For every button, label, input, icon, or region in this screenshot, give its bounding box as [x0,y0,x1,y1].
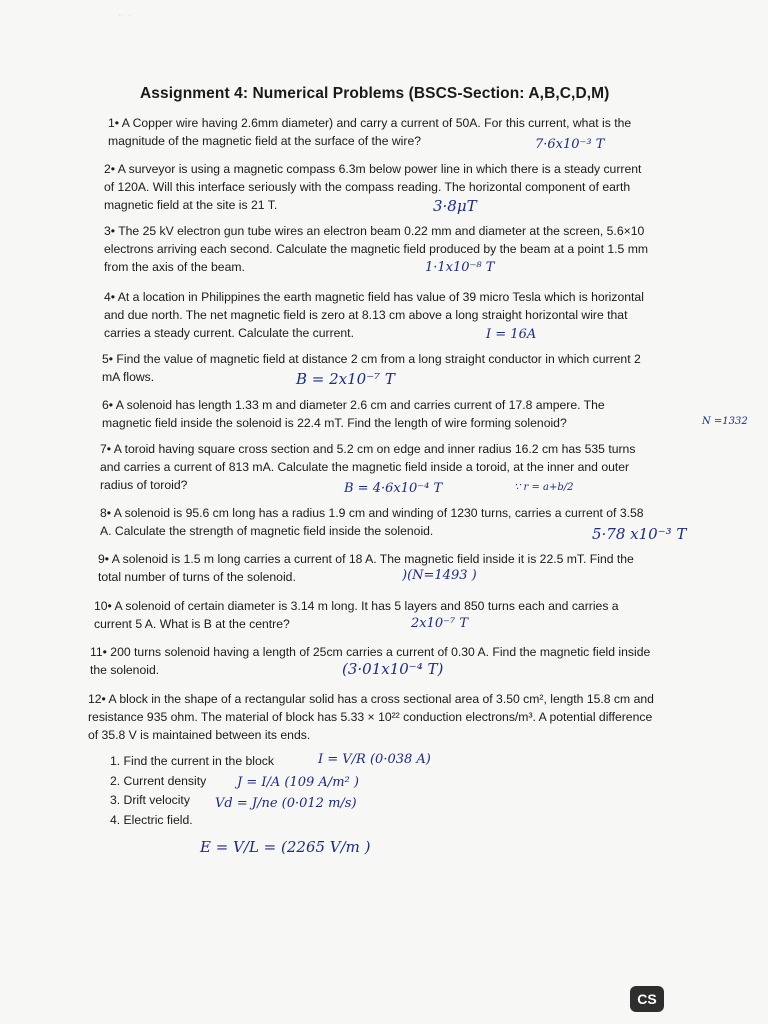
page-title: Assignment 4: Numerical Problems (BSCS-Section: A,B,C,D,M) [140,85,610,102]
part-2: 2. Current density [110,773,207,788]
part-1: 1. Find the current in the block [110,754,274,768]
question-9: 9• A solenoid is 1.5 m long carries a current of 18 A. The magnetic field inside it is 22.5 mT. Find the total number of turns of the solenoid. [98,552,634,584]
answer-11: (3·01x10⁻⁴ T) [342,660,444,678]
answer-5: B = 2x10⁻⁷ T [296,370,395,388]
answer-6: N =1332 [702,416,748,427]
answer-12-1: I = V/R (0·038 A) [318,752,431,767]
answer-12-2: J = I/A (109 A/m² ) [237,775,359,790]
part-3: 3. Drift velocity [110,793,190,807]
question-6: 6• A solenoid has length 1.33 m and diameter 2.6 cm and carries current of 17.8 ampere. The magnetic field inside the solenoid is 22.4 mT. Find the length of wire forming solenoid? [102,398,605,430]
answer-12-4: E = V/L = (2265 V/m ) [200,838,371,856]
scan-smudge: ·· · [118,10,131,21]
question-1: 1• A Copper wire having 2.6mm diameter) and carry a current of 50A. For this current, what is the magnitude of the magnetic field at the surface of the wire? [108,116,632,148]
answer-2: 3·8μT [433,197,477,215]
answer-9: )(N=1493 ) [402,568,477,583]
question-12: 12• A block in the shape of a rectangular solid has a cross sectional area of 3.50 cm², length 15.8 cm and resistance 935 ohm. The material of block has 5.33 × 10²² conduction electrons/m³. A potential difference of 35.8 V is maintained between its ends. [88,692,654,742]
camscanner-logo: CS [630,986,664,1012]
answer-12-3: Vd = J/ne (0·012 m/s) [215,796,357,811]
answer-10: 2x10⁻⁷ T [411,616,469,631]
answer-1: 7·6x10⁻³ T [535,137,605,152]
question-3: 3• The 25 kV electron gun tube wires an electron beam 0.22 mm and diameter at the screen, 5.6×10 electrons arriving each second. Calculate the magnetic field produced by the beam at a point 1.5 mm from the axis of the beam. [104,224,649,274]
question-7: 7• A toroid having square cross section and 5.2 cm on edge and inner radius 16.2 cm has 535 turns and carries a current of 813 mA. Calculate the magnetic field inside a toroid, at the inner and outer radius of toroid? [100,442,636,492]
question-5: 5• Find the value of magnetic field at distance 2 cm from a long straight conductor in which current 2 mA flows. [102,352,641,384]
answer-7-note: ∵ r = a+b/2 [514,482,574,493]
question-4: 4• At a location in Philippines the earth magnetic field has value of 39 micro Tesla which is horizontal and due north. The net magnetic field is zero at 8.13 cm above a long straight horizontal wire that carries a steady current. Calculate the current. [104,290,644,340]
question-2: 2• A surveyor is using a magnetic compass 6.3m below power line in which there is a steady current of 120A. Will this interface seriously with the compass reading. The horizontal component of earth magnetic field at the site is 21 T. [104,162,642,212]
part-4: 4. Electric field. [110,812,193,827]
answer-8: 5·78 x10⁻³ T [592,525,687,543]
question-12-parts [110,752,274,830]
answer-4: I = 16A [486,327,537,342]
answer-3: 1·1x10⁻⁸ T [425,260,495,275]
answer-7: B = 4·6x10⁻⁴ T [344,481,443,496]
question-8: 8• A solenoid is 95.6 cm long has a radius 1.9 cm and winding of 1230 turns, carries a current of 3.58 A. Calculate the strength of magnetic field inside the solenoid. [100,506,644,538]
question-11: 11• 200 turns solenoid having a length of 25cm carries a current of 0.30 A. Find the magnetic field inside the solenoid. [90,645,651,677]
question-10: 10• A solenoid of certain diameter is 3.14 m long. It has 5 layers and 850 turns each and carries a current 5 A. What is B at the centre? [94,599,619,631]
